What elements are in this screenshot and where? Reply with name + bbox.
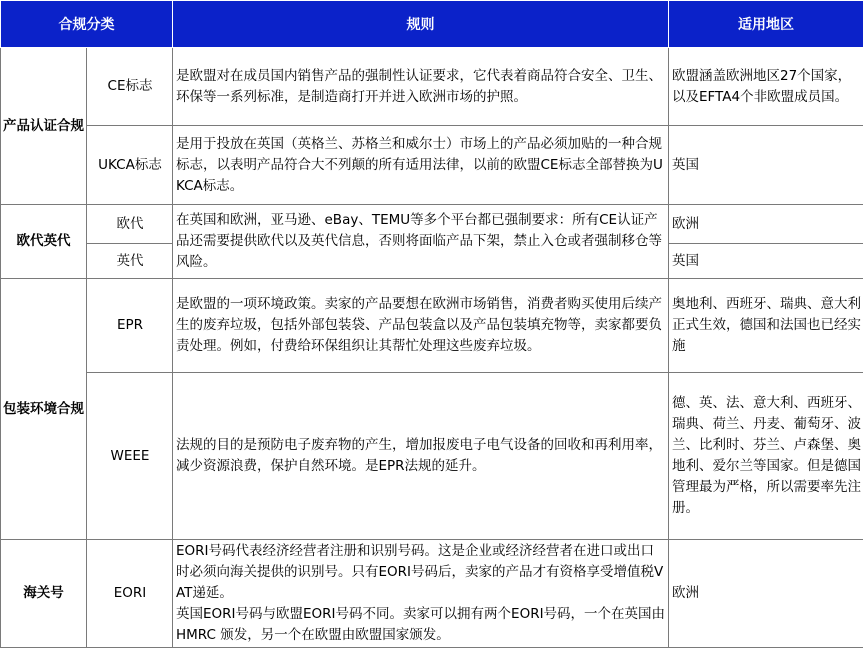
- region-ce: 欧盟涵盖欧洲地区27个国家，以及EFTA4个非欧盟成员国。: [669, 48, 863, 126]
- category-customs: 海关号: [1, 540, 87, 648]
- rule-epr: 是欧盟的一项环境政策。卖家的产品要想在欧洲市场销售，消费者购买使用后续产生的废弃垃圾，包括外部包装袋、产品包装盒以及产品包装填充物等，卖家都要负责处理。例如，付费给环保组织让其帮忙处理这些废弃垃圾。: [173, 279, 669, 373]
- region-weee: 德、英、法、意大利、西班牙、瑞典、荷兰、丹麦、葡萄牙、波兰、比利时、芬兰、卢森堡、奥地利、爱尔兰等国家。但是德国管理最为严格，所以需要率先注册。: [669, 373, 863, 540]
- category-product-certification: 产品认证合规: [1, 48, 87, 205]
- rule-weee: 法规的目的是预防电子废弃物的产生，增加报废电子电气设备的回收和再利用率，减少资源浪费，保护自然环境。是EPR法规的延升。: [173, 373, 669, 540]
- region-uk-rep: 英国: [669, 244, 863, 279]
- header-row: [1, 1, 863, 48]
- header-region: 适用地区: [669, 1, 863, 48]
- subcategory-epr: EPR: [87, 279, 173, 373]
- rule-eori-paragraph-2: 英国EORI号码与欧盟EORI号码不同。卖家可以拥有两个EORI号码，一个在英国由 HMRC 颁发，另一个在欧盟由欧盟国家颁发。: [176, 604, 666, 646]
- region-eu-rep: 欧洲: [669, 205, 863, 244]
- rule-ukca: 是用于投放在英国（英格兰、苏格兰和威尔士）市场上的产品必须加贴的一种合规标志，以表明产品符合大不列颠的所有适用法律，以前的欧盟CE标志全部替换为UKCA标志。: [173, 126, 669, 205]
- rule-eori: [173, 540, 669, 648]
- table-row: [1, 126, 863, 205]
- rule-ce: 是欧盟对在成员国内销售产品的强制性认证要求，它代表着商品符合安全、卫生、环保等一系列标准，是制造商打开并进入欧洲市场的护照。: [173, 48, 669, 126]
- header-rule: 规则: [173, 1, 669, 48]
- table-row: [1, 279, 863, 373]
- table-row: [1, 205, 863, 244]
- region-ukca: 英国: [669, 126, 863, 205]
- category-eu-uk-rep: 欧代英代: [1, 205, 87, 279]
- region-eori: 欧洲: [669, 540, 863, 648]
- table-row: [1, 540, 863, 648]
- table-row: [1, 48, 863, 126]
- rule-eu-uk-rep: 在英国和欧洲，亚马逊、eBay、TEMU等多个平台都已强制要求：所有CE认证产品还需要提供欧代以及英代信息，否则将面临产品下架，禁止入仓或者强制移仓等风险。: [173, 205, 669, 279]
- rule-eori-paragraph-1: EORI号码代表经济经营者注册和识别号码。这是企业或经济经营者在进口或出口时必须向海关提供的识别号。只有EORI号码后，卖家的产品才有资格享受增值税VAT递延。: [176, 541, 666, 604]
- category-packaging: 包装环境合规: [1, 279, 87, 540]
- header-category: 合规分类: [1, 1, 173, 48]
- region-epr: 奥地利、西班牙、瑞典、意大利正式生效，德国和法国也已经实施: [669, 279, 863, 373]
- subcategory-ce: CE标志: [87, 48, 173, 126]
- subcategory-weee: WEEE: [87, 373, 173, 540]
- subcategory-eu-rep: 欧代: [87, 205, 173, 244]
- subcategory-uk-rep: 英代: [87, 244, 173, 279]
- subcategory-ukca: UKCA标志: [87, 126, 173, 205]
- subcategory-eori: EORI: [87, 540, 173, 648]
- table-row: [1, 373, 863, 540]
